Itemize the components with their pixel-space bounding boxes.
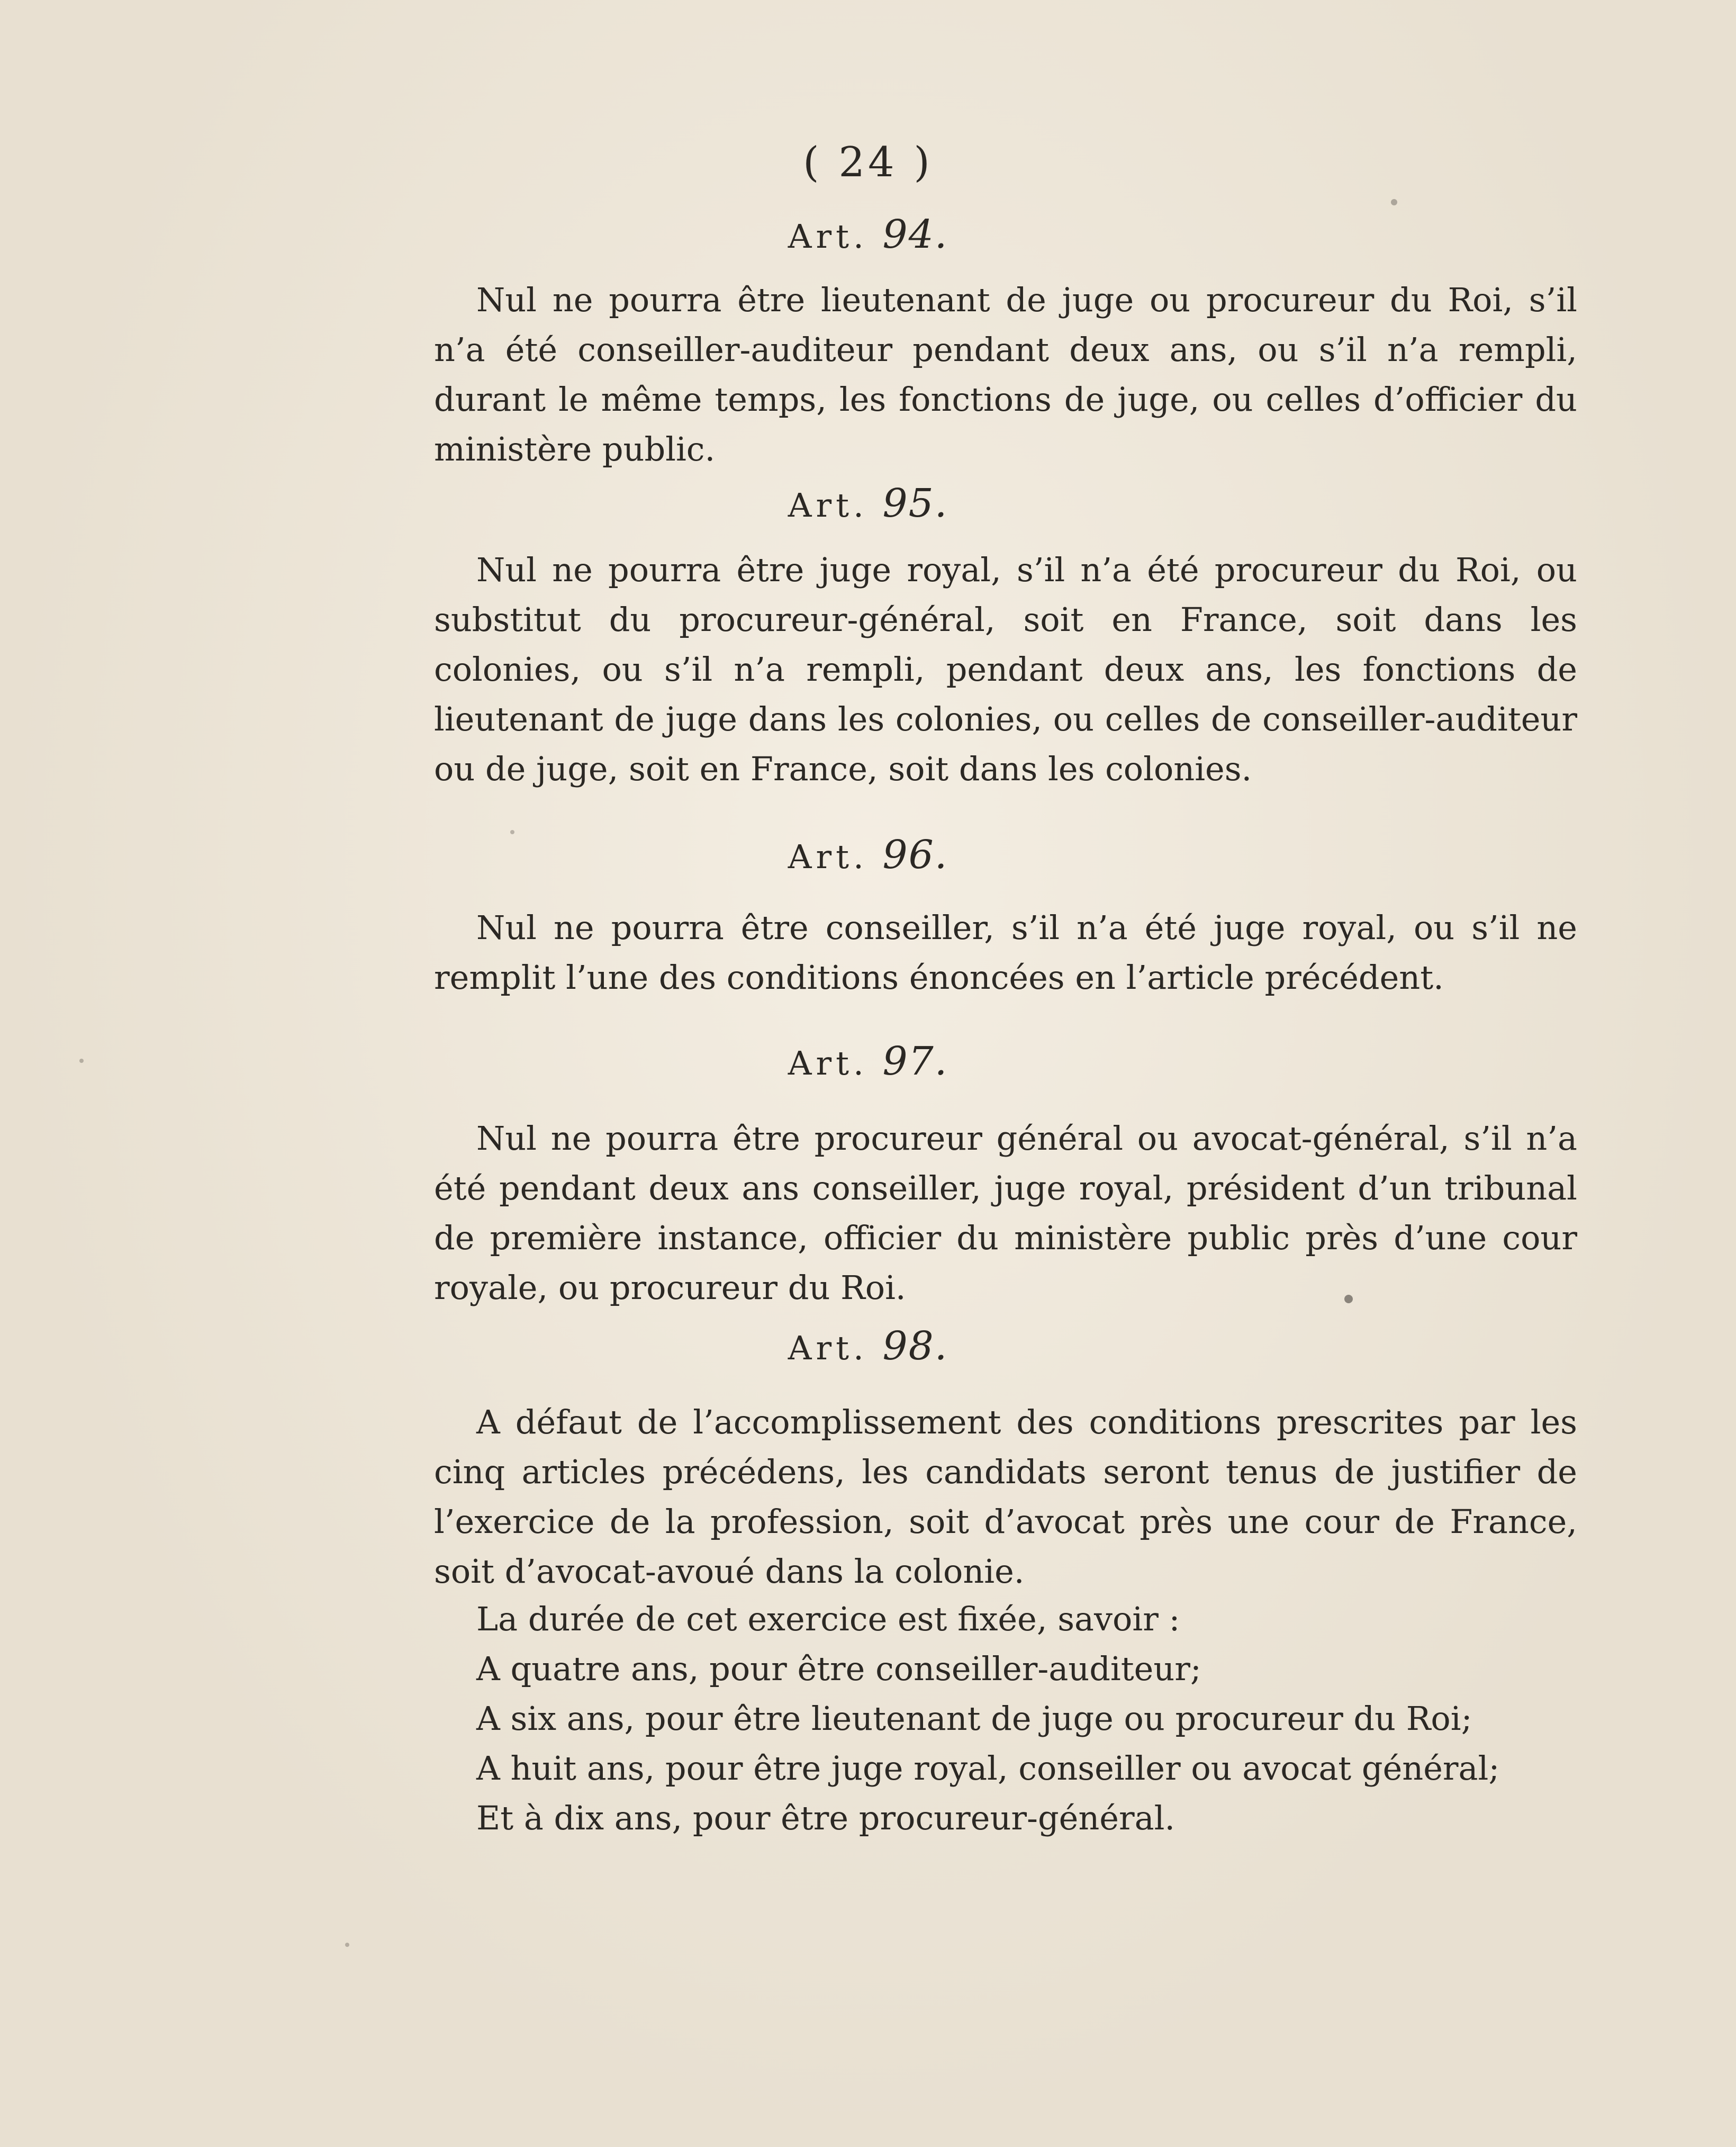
article-heading [0, 832, 1736, 878]
article-text: Nul ne pourra être conseiller, s’il n’a été juge royal, ou s’il ne remplit l’une des conditions énoncées en l’article précédent. [434, 908, 1577, 997]
article-heading [0, 481, 1736, 526]
article-label: Art. [788, 217, 868, 256]
article-number: 98. [882, 1323, 948, 1369]
schedule-line: Et à dix ans, pour être procureur-général. [476, 1799, 1176, 1837]
article-heading [0, 212, 1736, 257]
article-heading [0, 1039, 1736, 1084]
article-label: Art. [788, 837, 868, 876]
page-number: ( 24 ) [803, 139, 933, 186]
schedule-line: La durée de cet exercice est fixée, savoir : [476, 1600, 1180, 1638]
article-label: Art. [788, 486, 868, 525]
article-number: 96. [882, 832, 948, 878]
article-number: 97. [882, 1039, 948, 1084]
article-number: 94. [882, 212, 948, 257]
article-number: 95. [882, 481, 948, 526]
article-text: Nul ne pourra être procureur général ou avocat-général, s’il n’a été pendant deux ans conseiller, juge royal, président d’un tribunal de première instance, officier du ministère public près d’une cour royale, ou procureur du Roi. [434, 1119, 1577, 1307]
article-label: Art. [788, 1329, 868, 1367]
article-heading [0, 1323, 1736, 1369]
schedule-line: A quatre ans, pour être conseiller-auditeur; [476, 1649, 1201, 1688]
ink-speck [345, 1943, 349, 1947]
article-text: A défaut de l’accomplissement des conditions prescrites par les cinq articles précédens, les candidats seront tenus de justifier de l’exercice de la profession, soit d’avocat près une cour de France, soit d’avocat-avoué dans la colonie. [434, 1403, 1577, 1591]
schedule-line: A six ans, pour être lieutenant de juge ou procureur du Roi; [476, 1699, 1472, 1738]
ink-speck [1391, 199, 1397, 205]
schedule-line: A huit ans, pour être juge royal, conseiller ou avocat général; [476, 1749, 1500, 1788]
article-text: Nul ne pourra être lieutenant de juge ou procureur du Roi, s’il n’a été conseiller-auditeur pendant deux ans, ou s’il n’a rempli, durant le même temps, les fonctions de juge, ou celles d’officier du ministère public. [434, 281, 1577, 468]
article-label: Art. [788, 1044, 868, 1082]
article-text: Nul ne pourra être juge royal, s’il n’a été procureur du Roi, ou substitut du procureur-général, soit en France, soit dans les colonies, ou s’il n’a rempli, pendant deux ans, les fonctions de lieutenant de juge dans les colonies, ou celles de conseiller-auditeur ou de juge, soit en France, soit dans les colonies. [434, 551, 1577, 788]
